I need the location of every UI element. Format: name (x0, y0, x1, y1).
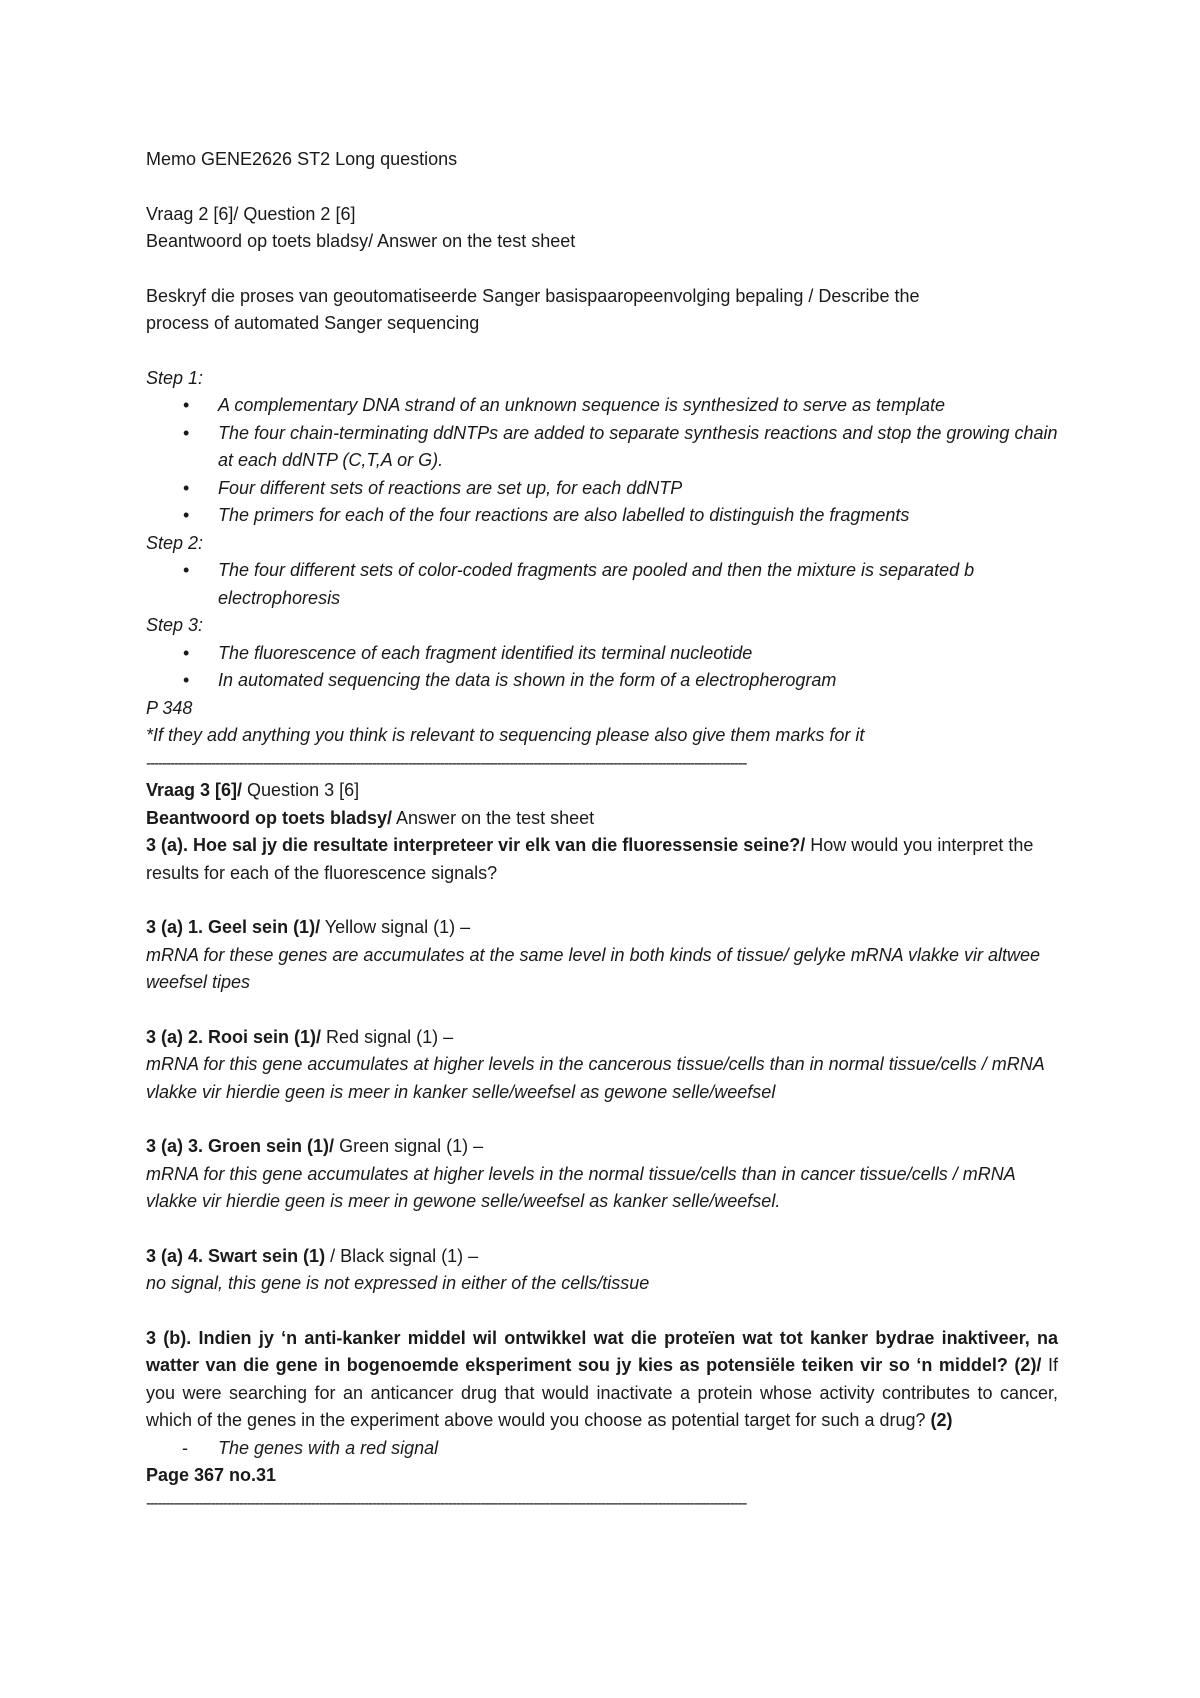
question-3-heading (146, 777, 1058, 805)
question-3-heading-bold: Vraag 3 [6]/ (146, 780, 243, 800)
question-3-answer-note-text: Answer on the test sheet (392, 807, 595, 828)
marking-note: *If they add anything you think is relevant to sequencing please also give them marks for it (146, 725, 865, 745)
step-3-label: Step 3: (146, 615, 204, 635)
question-3a-prompt (146, 832, 1058, 887)
signal-label-bold: 3 (a) 3. Groen sein (1)/ (146, 1136, 335, 1156)
signal-3-answer: mRNA for this gene accumulates at higher levels in the normal tissue/cells than in cancer tissue/cells / mRNA vlakke vir hierdie geen is meer in gewone selle/weefsel as kanker selle/weefsel. (146, 1163, 1016, 1211)
question-3b-prompt-bold: 3 (b). Indien jy ‘n anti-kanker middel wil ontwikkel wat die proteïen wat tot kanker bydrae inaktiveer, na watter van die gene in bogenoemde eksperiment sou jy kies as potensiële teiken vir so ‘n middel? (2)/ (146, 1327, 1058, 1375)
question-3a-prompt-bold: 3 (a). Hoe sal jy die resultate interpreteer vir elk van die fluoressensie seine?/ (146, 835, 806, 855)
list-item: • In automated sequencing the data is shown in the form of a electropherogram (218, 667, 1058, 695)
step-2-list (146, 557, 1058, 612)
step-2-label: Step 2: (146, 532, 204, 553)
signal-4-answer: no signal, this gene is not expressed in either of the cells/tissue (146, 1273, 650, 1293)
step-1-label: Step 1: (146, 367, 204, 388)
step-1-list (146, 392, 1058, 530)
question-3b-answer-text: The genes with a red signal (218, 1437, 439, 1458)
question-2-answer-note: Beantwoord op toets bladsy/ Answer on the test sheet (146, 231, 576, 251)
signal-label-text: Red signal (1) – (321, 1026, 454, 1047)
list-item: • The four different sets of color-coded fragments are pooled and then the mixture is separated b electrophoresis (218, 557, 1058, 612)
signal-label-text: / Black signal (1) – (325, 1245, 479, 1266)
signal-label-text: Yellow signal (1) – (320, 917, 471, 937)
divider-line: ----------------------------------------------------------------------------------------------------------------------------------------------------- (146, 754, 747, 772)
question-3b-prompt (146, 1325, 1058, 1435)
question-3b-prompt-text: If you were searching for an anticancer drug that would inactivate a protein whose activity contributes to cancer, which of the genes in the experiment above would you choose as potential target for such a drug? (146, 1355, 1058, 1430)
list-item: • The four chain-terminating ddNTPs are added to separate synthesis reactions and stop the growing chain at each ddNTP (C,T,A or G). (218, 420, 1058, 475)
question-3b-marks: (2) (925, 1410, 953, 1430)
question-3b-answer (146, 1435, 1058, 1463)
signal-3-label (146, 1133, 1058, 1161)
page-reference: P 348 (146, 697, 193, 718)
question-2-prompt-line-2: process of automated Sanger sequencing (146, 313, 480, 333)
list-item: • The primers for each of the four reactions are also labelled to distinguish the fragments (218, 502, 1058, 530)
signal-1-answer: mRNA for these genes are accumulates at the same level in both kinds of tissue/ gelyke mRNA vlakke vir altwee weefsel tipes (146, 944, 1041, 992)
signal-label-bold: 3 (a) 4. Swart sein (1) (146, 1245, 326, 1266)
question-3a-prompt-text: How would you interpret the results for each of the fluorescence signals? (146, 835, 1034, 883)
list-item: • A complementary DNA strand of an unknown sequence is synthesized to serve as template (218, 392, 1058, 420)
list-item: • The fluorescence of each fragment identified its terminal nucleotide (218, 640, 1058, 668)
question-2-heading: Vraag 2 [6]/ Question 2 [6] (146, 203, 356, 224)
question-2-prompt-line-1: Beskryf die proses van geoutomatiseerde Sanger basispaaropeenvolging bepaling / Describe the (146, 285, 920, 306)
page-reference: Page 367 no.31 (146, 1465, 277, 1485)
signal-4-label (146, 1243, 1058, 1271)
question-3-heading-text: Question 3 [6] (242, 780, 360, 800)
memo-title: Memo GENE2626 ST2 Long questions (146, 149, 458, 169)
signal-label-bold: 3 (a) 2. Rooi sein (1)/ (146, 1026, 322, 1047)
signal-2-label (146, 1024, 1058, 1052)
question-3-answer-note (146, 805, 1058, 833)
signal-2-answer: mRNA for this gene accumulates at higher levels in the cancerous tissue/cells than in normal tissue/cells / mRNA vlakke vir hierdie geen is meer in kanker selle/weefsel as gewone selle/weefsel (146, 1054, 1045, 1102)
signal-label-text: Green signal (1) – (334, 1136, 484, 1156)
dash-marker: - (182, 1437, 188, 1458)
divider-line: ----------------------------------------------------------------------------------------------------------------------------------------------------- (146, 1494, 747, 1512)
signal-label-bold: 3 (a) 1. Geel sein (1)/ (146, 917, 321, 937)
memo-content (146, 146, 1058, 1517)
step-3-list (146, 640, 1058, 695)
question-3-answer-note-bold: Beantwoord op toets bladsy/ (146, 807, 393, 828)
list-item: • Four different sets of reactions are set up, for each ddNTP (218, 475, 1058, 503)
signal-1-label (146, 914, 1058, 942)
